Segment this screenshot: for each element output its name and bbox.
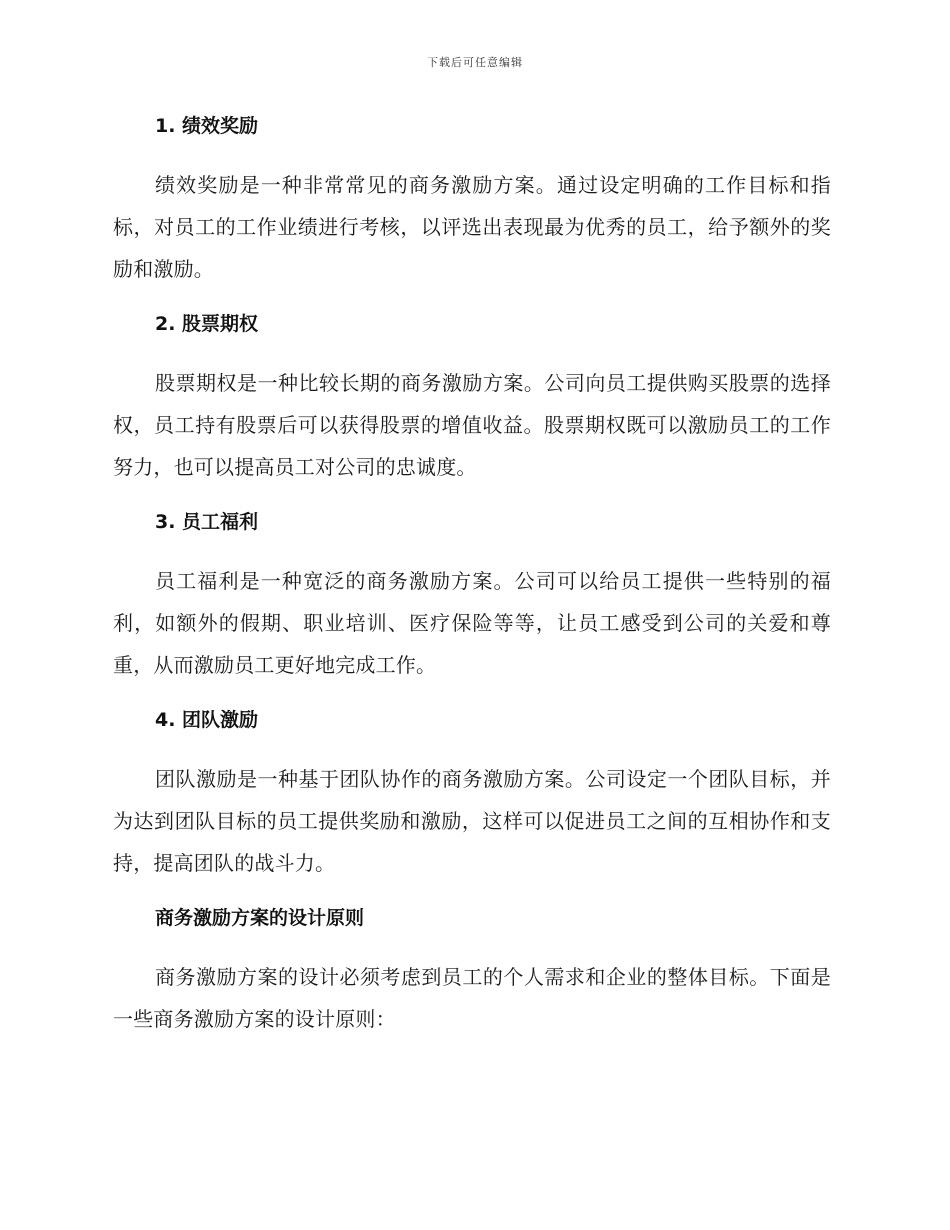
page-header-note: 下载后可任意编辑: [427, 56, 523, 69]
section-stock-options: [113, 310, 831, 488]
section-employee-benefits: [113, 508, 831, 686]
section-heading: 2. 股票期权: [155, 313, 259, 335]
section-performance-bonus: [113, 112, 831, 290]
section-paragraph: 商务激励方案的设计必须考虑到员工的个人需求和企业的整体目标。下面是一些商务激励方案的设计原则：: [113, 965, 831, 1031]
section-paragraph: 股票期权是一种比较长期的商务激励方案。公司向员工提供购买股票的选择权，员工持有股票后可以获得股票的增值收益。股票期权既可以激励员工的工作努力，也可以提高员工对公司的忠诚度。: [113, 371, 831, 479]
section-team-incentive: [113, 706, 831, 884]
section-paragraph: 员工福利是一种宽泛的商务激励方案。公司可以给员工提供一些特别的福利，如额外的假期、职业培训、医疗保险等等，让员工感受到公司的关爱和尊重，从而激励员工更好地完成工作。: [113, 569, 831, 677]
section-heading: 3. 员工福利: [155, 511, 259, 533]
document-content: [113, 112, 831, 1060]
section-paragraph: 团队激励是一种基于团队协作的商务激励方案。公司设定一个团队目标，并为达到团队目标的员工提供奖励和激励，这样可以促进员工之间的互相协作和支持，提高团队的战斗力。: [113, 767, 831, 875]
section-heading: 1. 绩效奖励: [155, 115, 259, 137]
section-heading: 商务激励方案的设计原则: [155, 907, 365, 929]
section-paragraph: 绩效奖励是一种非常常见的商务激励方案。通过设定明确的工作目标和指标，对员工的工作业绩进行考核，以评选出表现最为优秀的员工，给予额外的奖励和激励。: [113, 173, 831, 281]
section-design-principles: [113, 904, 831, 1040]
section-heading: 4. 团队激励: [155, 709, 259, 731]
